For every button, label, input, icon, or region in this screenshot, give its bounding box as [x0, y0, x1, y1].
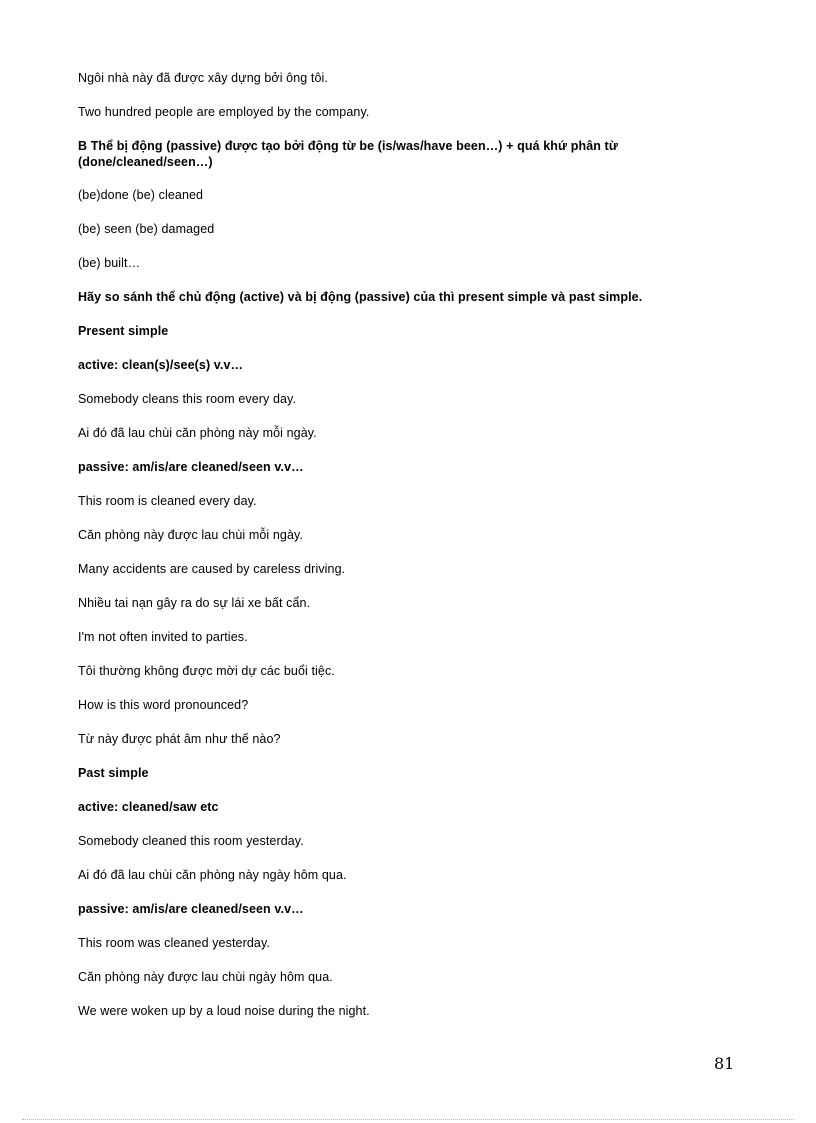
example-sentence: This room was cleaned yesterday. [78, 936, 270, 950]
example-sentence: This room is cleaned every day. [78, 494, 257, 508]
subheading-past-simple: Past simple [78, 766, 149, 780]
subheading-present-simple: Present simple [78, 324, 169, 338]
passive-form-heading: passive: am/is/are cleaned/seen v.v… [78, 902, 304, 916]
section-heading: B Thể bị động (passive) được tạo bởi động từ be (is/was/have been…) + quá khứ phân từ (done/cleaned/seen…) [78, 139, 618, 169]
example-sentence: Somebody cleaned this room yesterday. [78, 834, 304, 848]
text-line: Two hundred people are employed by the company. [78, 105, 370, 119]
active-form-heading: active: clean(s)/see(s) v.v… [78, 358, 244, 372]
text-line: Ngôi nhà này đã được xây dựng bởi ông tôi. [78, 71, 328, 85]
example-sentence: Somebody cleans this room every day. [78, 392, 297, 406]
page-number: 81 [714, 1054, 735, 1073]
example-translation: Ai đó đã lau chùi căn phòng này ngày hôm qua. [78, 868, 347, 882]
text-line: (be) built… [78, 256, 141, 270]
text-line: (be)done (be) cleaned [78, 188, 204, 202]
passive-form-heading: passive: am/is/are cleaned/seen v.v… [78, 460, 304, 474]
example-sentence: How is this word pronounced? [78, 698, 249, 712]
text-line: (be) seen (be) damaged [78, 222, 215, 236]
instruction-heading: Hãy so sánh thể chủ động (active) và bị động (passive) của thì present simple và past simple. [78, 290, 643, 304]
example-translation: Căn phòng này được lau chùi ngày hôm qua. [78, 970, 333, 984]
active-form-heading: active: cleaned/saw etc [78, 800, 219, 814]
example-sentence: Many accidents are caused by careless driving. [78, 562, 346, 576]
example-translation: Từ này được phát âm như thế nào? [78, 732, 281, 746]
footer-divider [22, 1119, 794, 1120]
example-translation: Căn phòng này được lau chùi mỗi ngày. [78, 528, 304, 542]
example-translation: Nhiều tai nạn gây ra do sự lái xe bất cẩn. [78, 596, 311, 610]
example-translation: Ai đó đã lau chùi căn phòng này mỗi ngày. [78, 426, 317, 440]
example-translation: Tôi thường không được mời dự các buổi tiệc. [78, 664, 335, 678]
example-sentence: I'm not often invited to parties. [78, 630, 248, 644]
example-sentence: We were woken up by a loud noise during the night. [78, 1004, 370, 1018]
